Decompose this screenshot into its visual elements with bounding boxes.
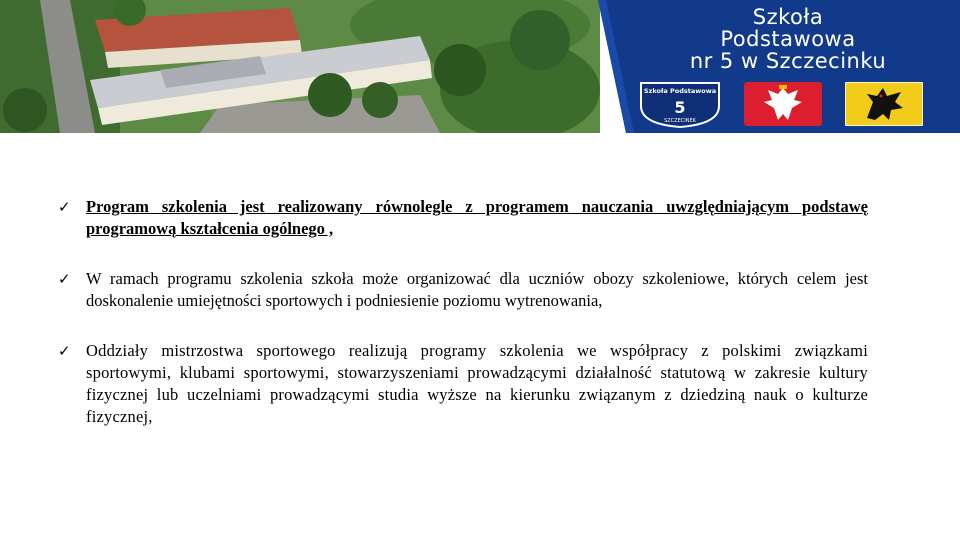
school-name-line-1: Szkoła (752, 5, 824, 29)
checkmark-icon: ✓ (58, 342, 71, 360)
polish-eagle-icon (744, 82, 822, 126)
school-name-line-3: nr 5 w Szczecinku (689, 49, 887, 73)
bullet-text: Program szkolenia jest realizowany równolegle z programem nauczania uwzględniającym podstawę programową kształcenia ogólnego , (86, 197, 868, 238)
checkmark-icon: ✓ (58, 198, 71, 216)
svg-text:5: 5 (674, 98, 686, 117)
list-item (58, 340, 868, 428)
list-item (58, 196, 868, 240)
school-name-line-2: Podstawowa (720, 27, 856, 51)
bullet-text: Oddziały mistrzostwa sportowego realizują programy szkolenia we współpracy z polskimi związkami sportowymi, klubami sportowymi, stowarzyszeniami prowadzącymi działalność statutową w zakresie kultury fizycznej lub uczelniami prowadzącymi studia wyższe na kierunku związanym z dziedziną nauk o kulturze fizycznej, (86, 341, 868, 426)
list-item (58, 268, 868, 312)
bullet-list (58, 196, 868, 456)
header-banner (0, 0, 960, 133)
school-name-title (643, 6, 933, 72)
bullet-text: W ramach programu szkolenia szkoła może organizować dla uczniów obozy szkoleniowe, których celem jest doskonalenie umiejętności sportowych i podniesienie poziomu wytrenowania, (86, 269, 868, 310)
svg-text:Szkoła Podstawowa: Szkoła Podstawowa (643, 87, 717, 95)
svg-text:SZCZECINEK: SZCZECINEK (664, 118, 696, 124)
school-badge-icon (637, 80, 723, 128)
checkmark-icon: ✓ (58, 270, 71, 288)
griffin-coat-of-arms-icon (845, 82, 923, 126)
